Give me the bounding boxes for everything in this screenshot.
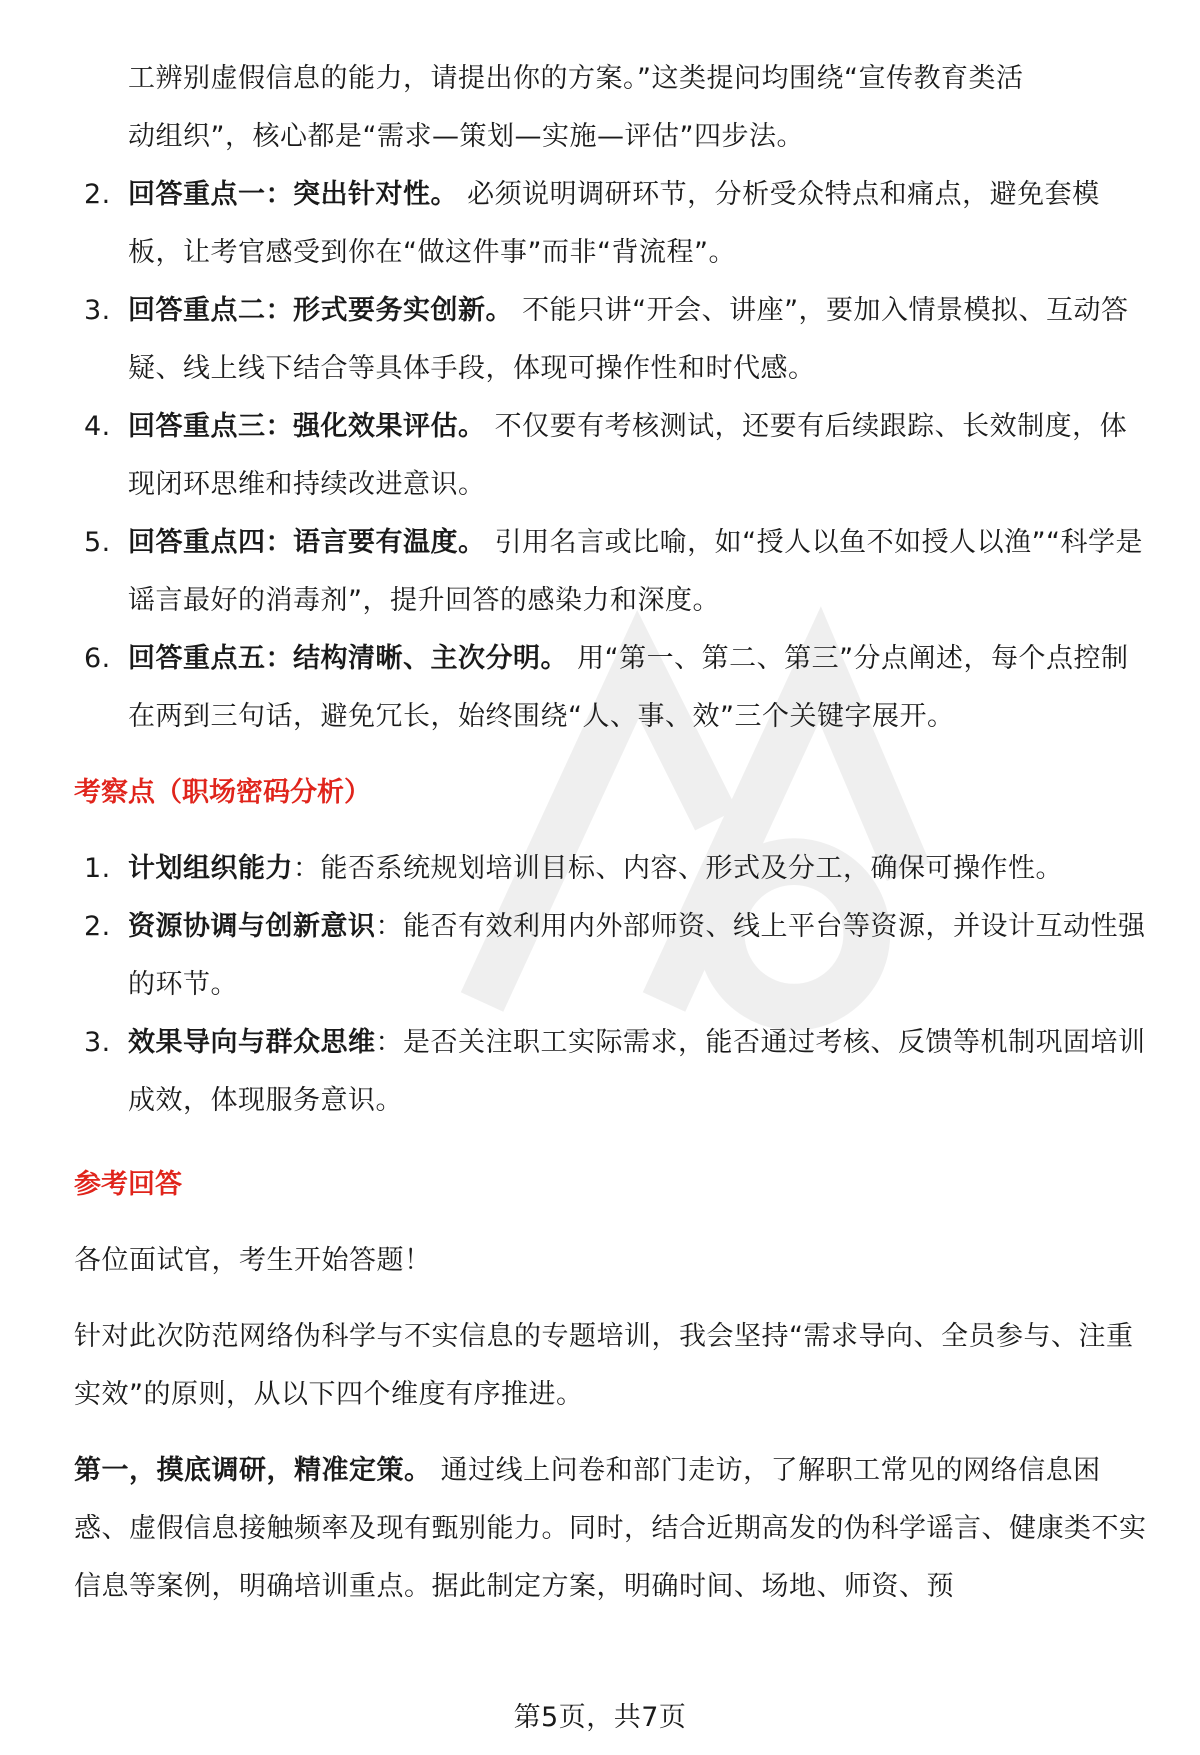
list-number: 3. [84, 1027, 111, 1058]
list-item-text: ：能否系统规划培训目标、内容、形式及分工，确保可操作性。 [293, 853, 1063, 884]
list-item-title: 回答重点五：结构清晰、主次分明。 [128, 643, 568, 674]
document-body [74, 50, 1154, 1616]
section-heading-answer: 参考回答 [74, 1169, 182, 1200]
answer-tips-list [74, 166, 1154, 746]
intro-line-2: 动组织”，核心都是“需求—策划—实施—评估”四步法。 [128, 121, 804, 152]
list-item [74, 282, 1154, 398]
answer-greeting: 各位面试官，考生开始答题！ [74, 1245, 432, 1276]
list-item-title: 回答重点二：形式要务实创新。 [128, 295, 513, 326]
list-item-title: 回答重点三：强化效果评估。 [128, 411, 486, 442]
list-number: 4. [84, 411, 111, 442]
list-item [74, 630, 1154, 746]
list-number: 1. [84, 853, 111, 884]
list-item [74, 398, 1154, 514]
answer-paragraph-2 [74, 1442, 1154, 1616]
paragraph-lead: 第一，摸底调研，精准定策。 [74, 1455, 432, 1486]
list-number: 6. [84, 643, 111, 674]
list-item-title: 回答重点四：语言要有温度。 [128, 527, 486, 558]
list-item-text: ：能否有效利用内外部师资、线上平台等资源，并设计互动性强的环节。 [128, 911, 1146, 1000]
list-item-text: 用“第一、第二、第三”分点阐述，每个点控制在两到三句话，避免冗长，始终围绕“人、事、效”三个关键字展开。 [128, 643, 1129, 732]
list-number: 3. [84, 295, 111, 326]
paragraph-text: 通过线上问卷和部门走访，了解职工常见的网络信息困惑、虚假信息接触频率及现有甄别能力。同时，结合近期高发的伪科学谣言、健康类不实信息等案例，明确培训重点。据此制定方案，明确时间、场地、师资、预 [74, 1455, 1147, 1602]
list-item-text: 不仅要有考核测试，还要有后续跟踪、长效制度，体现闭环思维和持续改进意识。 [128, 411, 1128, 500]
list-item-title: 效果导向与群众思维 [128, 1027, 376, 1058]
list-number: 2. [84, 911, 111, 942]
list-item [74, 840, 1154, 898]
list-item-text: 引用名言或比喻，如“授人以鱼不如授人以渔”“科学是谣言最好的消毒剂”，提升回答的感染力和深度。 [128, 527, 1144, 616]
list-item-title: 回答重点一：突出针对性。 [128, 179, 458, 210]
list-item-text: 不能只讲“开会、讲座”，要加入情景模拟、互动答疑、线上线下结合等具体手段，体现可操作性和时代感。 [128, 295, 1129, 384]
intro-line-1: 工辨别虚假信息的能力，请提出你的方案。”这类提问均围绕“宣传教育类活 [128, 63, 1024, 94]
list-number: 2. [84, 179, 111, 210]
assessment-points-list [74, 840, 1154, 1130]
list-item-title: 资源协调与创新意识 [128, 911, 376, 942]
answer-paragraph-1: 针对此次防范网络伪科学与不实信息的专题培训，我会坚持“需求导向、全员参与、注重实效”的原则，从以下四个维度有序推进。 [74, 1321, 1134, 1410]
list-number: 5. [84, 527, 111, 558]
section-heading-points: 考察点（职场密码分析） [74, 777, 371, 808]
list-item-text: ：是否关注职工实际需求，能否通过考核、反馈等机制巩固培训成效，体现服务意识。 [128, 1027, 1146, 1116]
list-item-text: 必须说明调研环节，分析受众特点和痛点，避免套模板，让考官感受到你在“做这件事”而非“背流程”。 [128, 179, 1100, 268]
list-item [74, 1014, 1154, 1130]
list-item-title: 计划组织能力 [128, 853, 293, 884]
list-item [74, 166, 1154, 282]
page-number: 第5页，共7页 [513, 1702, 687, 1733]
list-item [74, 514, 1154, 630]
list-item [74, 898, 1154, 1014]
